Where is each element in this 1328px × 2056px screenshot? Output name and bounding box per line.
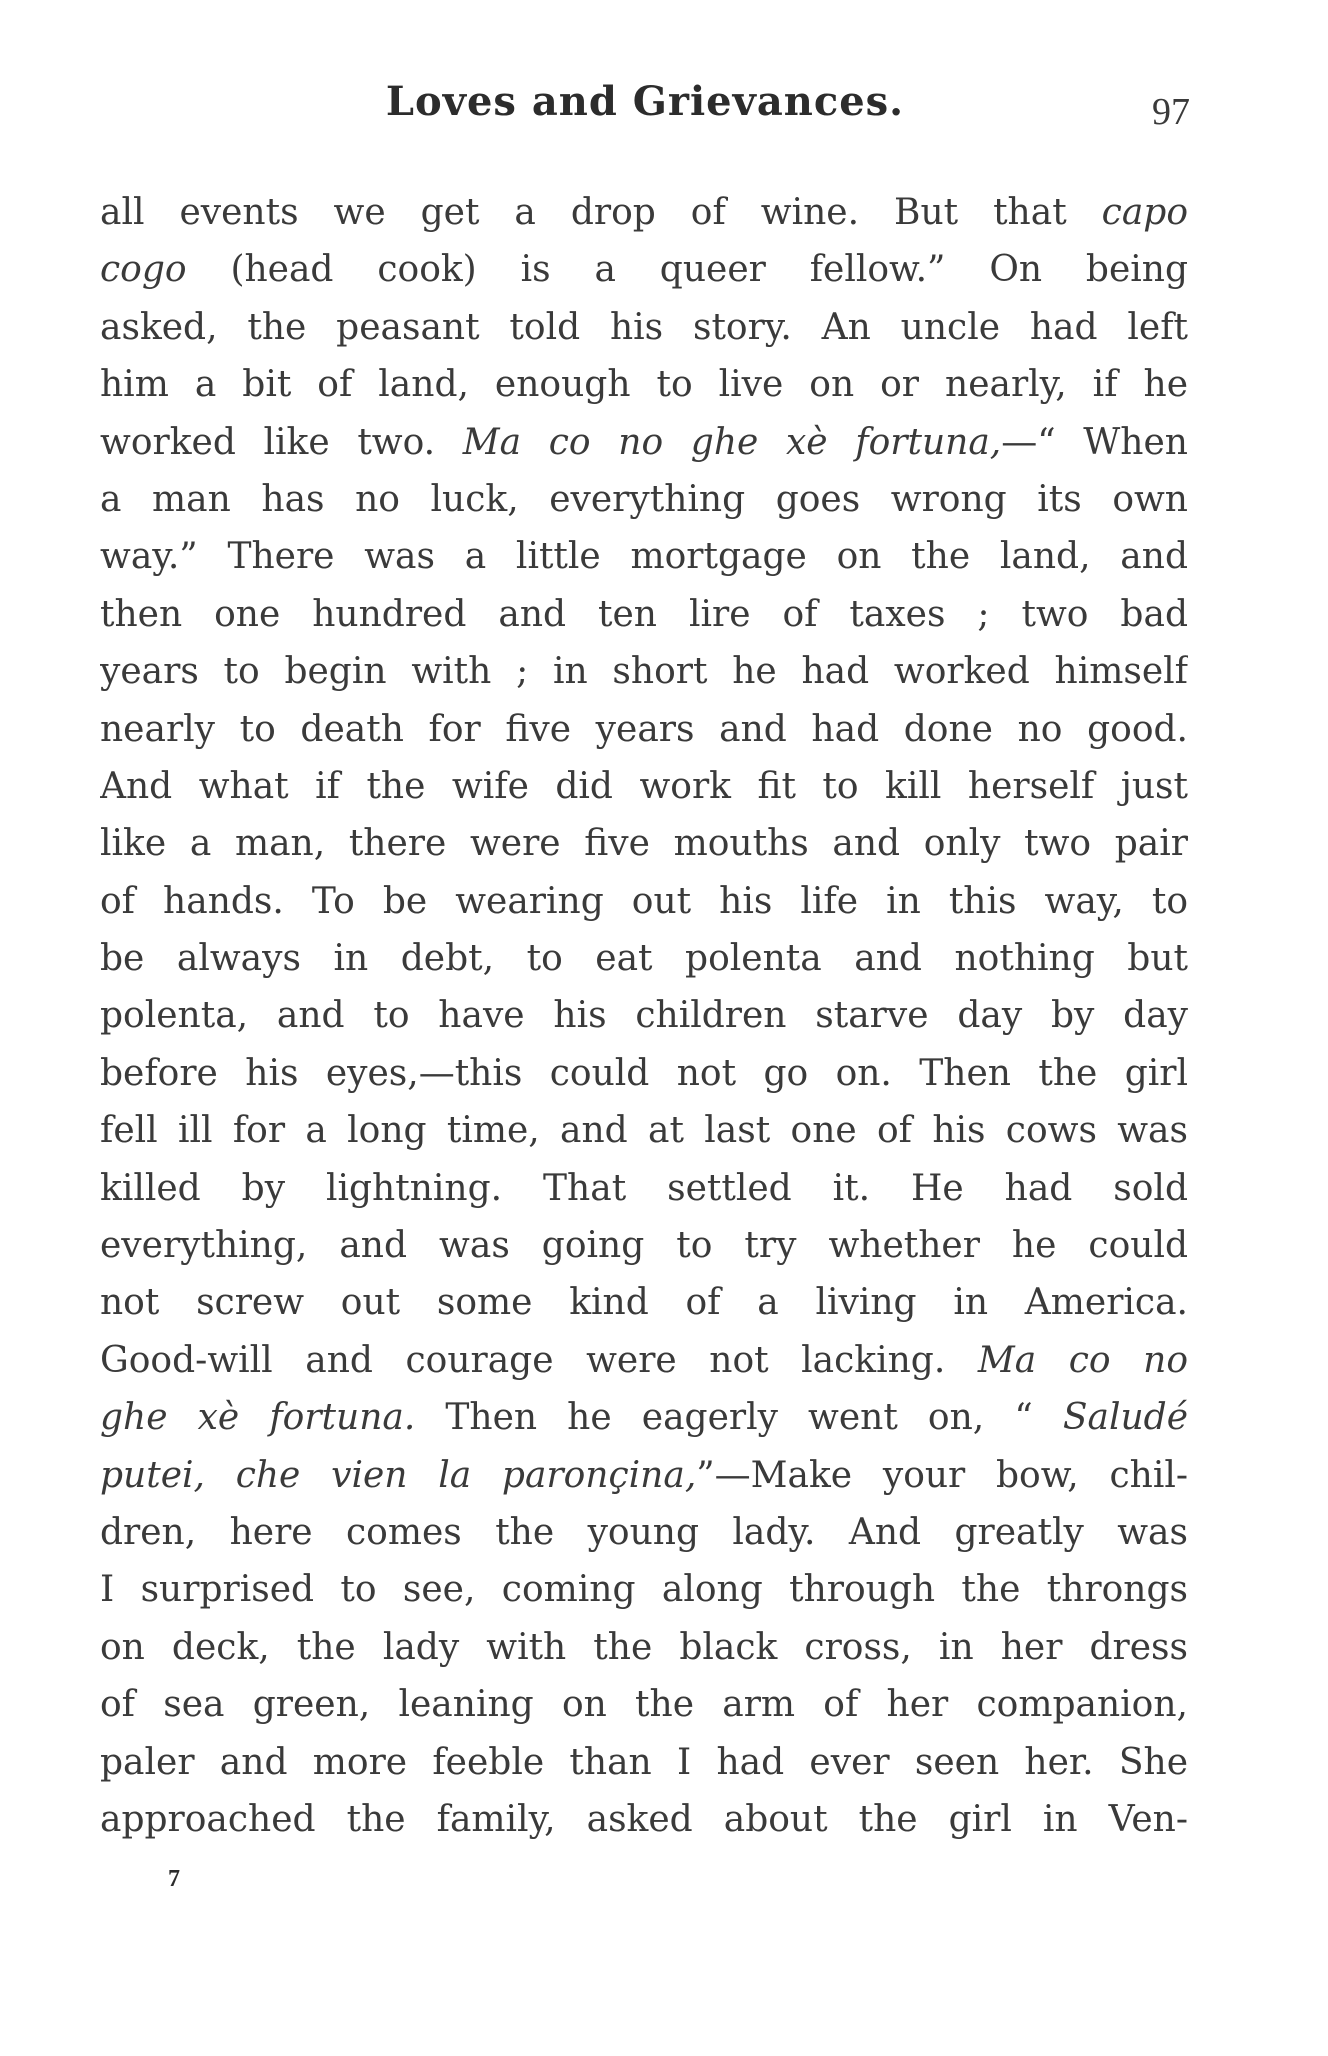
text-run: a man has no luck, everything goes wrong its own [100, 478, 1188, 520]
text-line [100, 1791, 1188, 1848]
text-line [100, 1619, 1188, 1676]
text-run: Good-will and courage were not lacking. [100, 1339, 978, 1381]
text-run: fell ill for a long time, and at last one of his cows was [100, 1110, 1188, 1152]
italic-text: Ma co no ghe xè fortuna, [462, 421, 1002, 463]
text-line [100, 1447, 1188, 1504]
text-run: approached the family, asked about the girl in Ven- [100, 1798, 1188, 1840]
text-run: then one hundred and ten lire of taxes ; two bad [100, 593, 1188, 635]
text-line [100, 299, 1188, 356]
italic-text: ghe xè fortuna. [100, 1397, 416, 1439]
text-line [100, 1274, 1188, 1331]
text-run: asked, the peasant told his story. An uncle had left [100, 306, 1188, 348]
running-title: Loves and Grievances. [385, 78, 905, 125]
text-line [100, 586, 1188, 643]
text-run: all events we get a drop of wine. But that [100, 192, 1102, 233]
text-run: dren, here comes the young lady. And greatly was [100, 1511, 1188, 1553]
text-run: —“ When [1001, 421, 1188, 463]
text-line [100, 184, 1188, 241]
text-run: everything, and was going to try whether he could [100, 1225, 1188, 1267]
body-text [100, 184, 1188, 1848]
text-line [100, 1102, 1188, 1159]
text-line [100, 1332, 1188, 1389]
italic-text: capo [1101, 192, 1188, 233]
text-run: worked like two. [100, 421, 463, 463]
text-run: of hands. To be wearing out his life in this way, to [100, 880, 1188, 922]
italic-text: Ma co no [977, 1339, 1188, 1381]
text-line [100, 815, 1188, 872]
text-run: be always in debt, to eat polenta and nothing but [100, 938, 1188, 980]
text-run: ”—Make your bow, chil- [696, 1454, 1188, 1496]
text-line [100, 1045, 1188, 1102]
italic-text: cogo [100, 249, 187, 291]
text-line [100, 930, 1188, 987]
text-line [100, 1389, 1188, 1446]
text-run: way.” There was a little mortgage on the land, and [100, 536, 1188, 578]
text-run: (head cook) is a queer fellow.” On being [186, 249, 1188, 291]
text-run: of sea green, leaning on the arm of her companion, [100, 1684, 1188, 1726]
text-run: paler and more feeble than I had ever seen her. She [100, 1741, 1188, 1783]
text-line [100, 643, 1188, 700]
text-line [100, 701, 1188, 758]
text-line [100, 1676, 1188, 1733]
text-run: him a bit of land, enough to live on or nearly, if he [100, 364, 1188, 406]
text-line [100, 1504, 1188, 1561]
text-run: I surprised to see, coming along through the throngs [100, 1569, 1188, 1611]
text-run: killed by lightning. That settled it. He had sold [100, 1167, 1188, 1209]
text-line [100, 1734, 1188, 1791]
text-run: not screw out some kind of a living in America. [100, 1282, 1188, 1324]
text-run: nearly to death for five years and had done no good. [100, 708, 1188, 750]
text-run: polenta, and to have his children starve day by day [100, 995, 1188, 1037]
text-line [100, 987, 1188, 1044]
text-line [100, 1561, 1188, 1618]
text-line [100, 414, 1188, 471]
text-run: on deck, the lady with the black cross, in her dress [100, 1626, 1188, 1668]
text-run: Then he eagerly went on, “ [415, 1397, 1063, 1439]
text-line [100, 528, 1188, 585]
page-number: 97 [1152, 91, 1190, 133]
text-line [100, 471, 1188, 528]
text-run: years to begin with ; in short he had worked himself [100, 651, 1188, 693]
text-line [100, 873, 1188, 930]
text-run: like a man, there were five mouths and only two pair [100, 823, 1188, 865]
text-run: before his eyes,—this could not go on. Then the girl [100, 1052, 1188, 1094]
text-line [100, 356, 1188, 413]
italic-text: putei, che vien la paronçina, [100, 1454, 697, 1496]
text-line [100, 241, 1188, 298]
text-run: And what if the wife did work fit to kill herself just [100, 765, 1188, 807]
italic-text: Saludé [1062, 1397, 1188, 1439]
text-line [100, 1217, 1188, 1274]
signature-mark: 7 [168, 1866, 180, 1892]
text-line [100, 1160, 1188, 1217]
text-line [100, 758, 1188, 815]
running-head [100, 78, 1190, 138]
